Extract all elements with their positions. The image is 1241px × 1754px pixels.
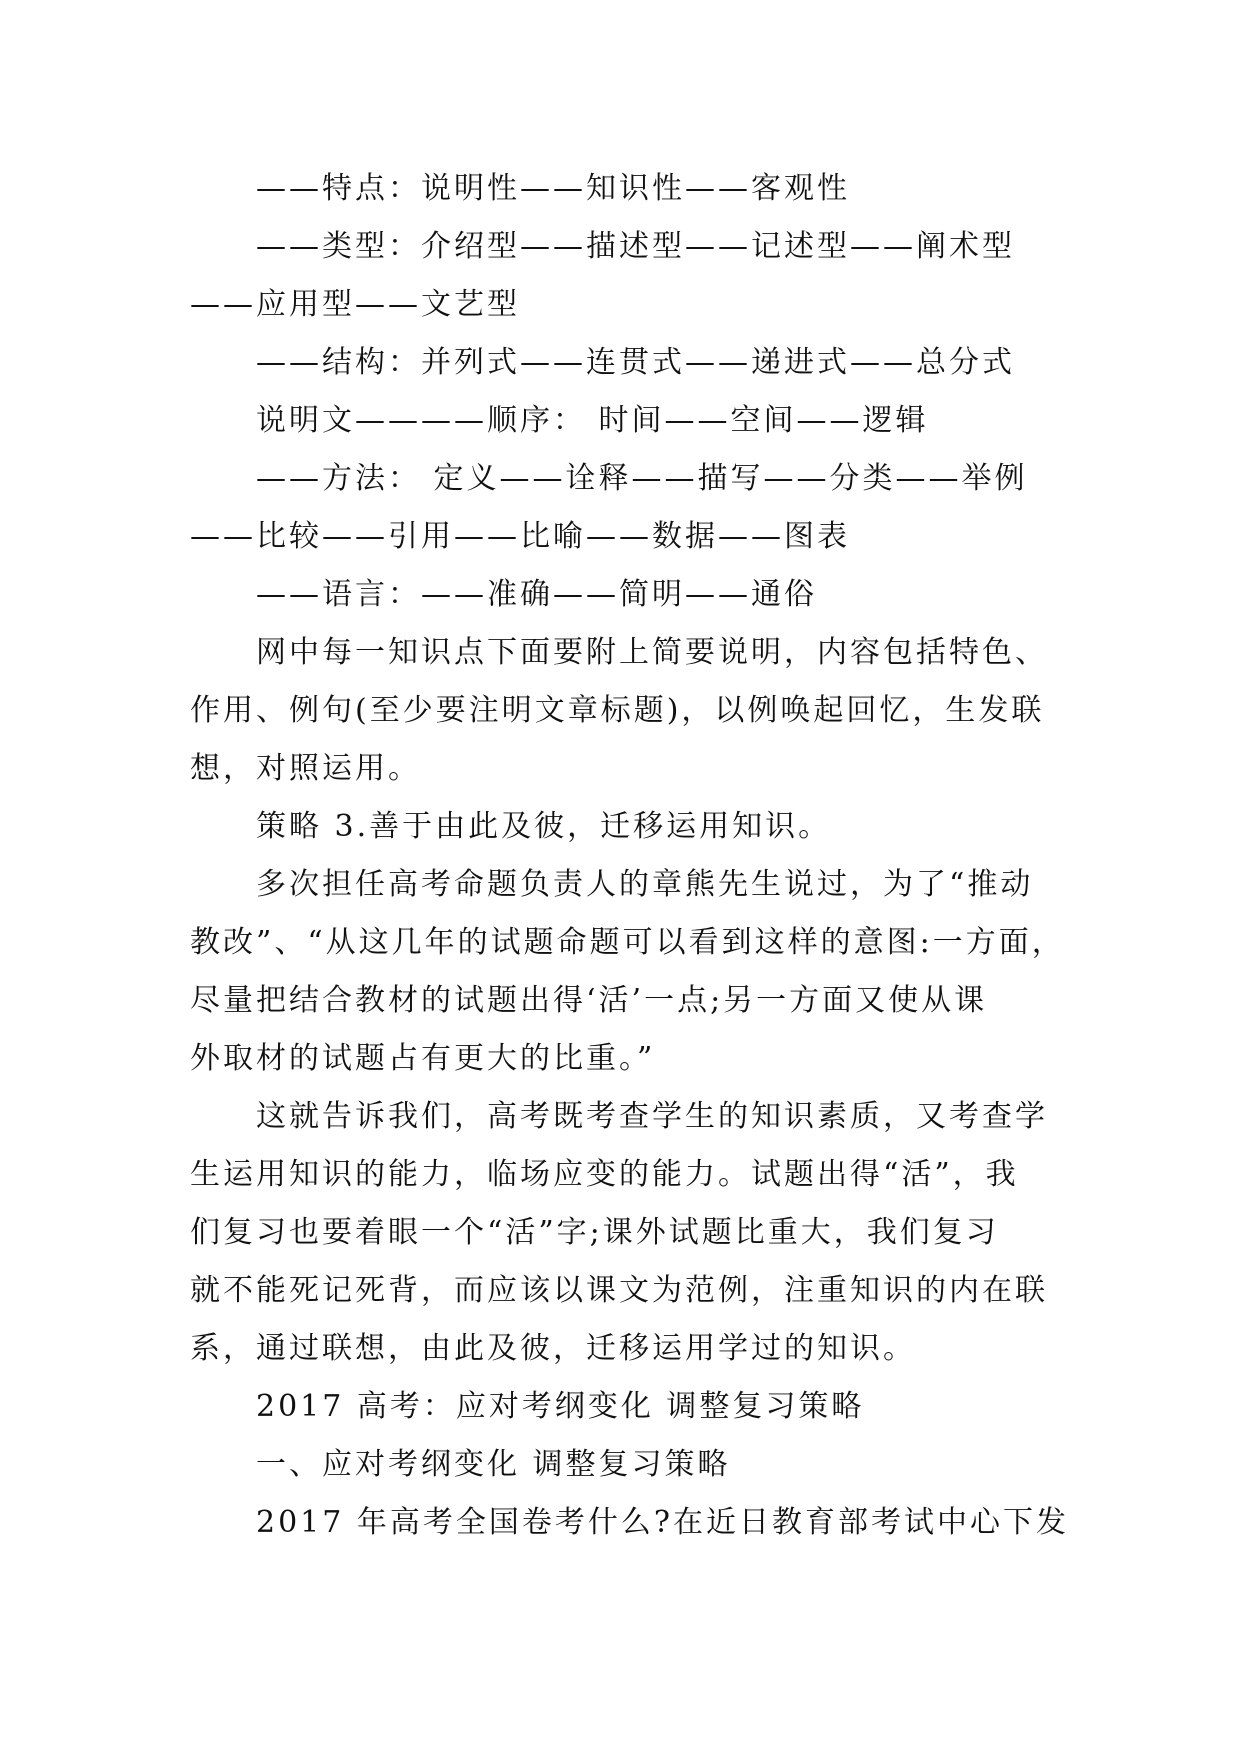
text-line: 系，通过联想，由此及彼，迁移运用学过的知识。	[190, 1331, 916, 1366]
text-line: 生运用知识的能力，临场应变的能力。试题出得“活”，我	[190, 1157, 1019, 1192]
text-line: 这就告诉我们，高考既考查学生的知识素质，又考查学	[256, 1099, 1048, 1134]
text-line: 作用、例句(至少要注明文章标题)，以例唤起回忆，生发联	[190, 693, 1045, 728]
text-line: 说明文————顺序： 时间——空间——逻辑	[256, 403, 929, 438]
text-line: 多次担任高考命题负责人的章熊先生说过，为了“推动	[256, 867, 1034, 902]
text-line: 们复习也要着眼一个“活”字;课外试题比重大，我们复习	[190, 1215, 999, 1250]
text-line: 一、应对考纲变化 调整复习策略	[256, 1447, 731, 1482]
text-line: ——语言：——准确——简明——通俗	[256, 577, 817, 612]
text-line: 尽量把结合教材的试题出得‘活’一点;另一方面又使从课	[190, 983, 988, 1018]
document-body	[190, 160, 1069, 1552]
text-line: ——类型：介绍型——描述型——记述型——阐术型	[256, 229, 1015, 264]
text-line: 就不能死记死背，而应该以课文为范例，注重知识的内在联	[190, 1273, 1048, 1308]
text-line: 网中每一知识点下面要附上简要说明，内容包括特色、	[256, 635, 1048, 670]
text-line: ——方法： 定义——诠释——描写——分类——举例	[256, 461, 1028, 496]
text-line: ——结构：并列式——连贯式——递进式——总分式	[256, 345, 1015, 380]
text-line: 策略 3.善于由此及彼，迁移运用知识。	[256, 809, 832, 844]
text-line: 2017 高考：应对考纲变化 调整复习策略	[256, 1389, 865, 1424]
text-line: ——应用型——文艺型	[190, 287, 520, 322]
text-line: 想，对照运用。	[190, 751, 421, 786]
text-line: ——特点：说明性——知识性——客观性	[256, 171, 850, 206]
text-line: 2017 年高考全国卷考什么?在近日教育部考试中心下发	[256, 1505, 1069, 1540]
text-line: ——比较——引用——比喻——数据——图表	[190, 519, 850, 554]
text-line: 教改”、“从这几年的试题命题可以看到这样的意图:一方面，	[190, 925, 1065, 960]
text-line: 外取材的试题占有更大的比重。”	[190, 1041, 656, 1076]
